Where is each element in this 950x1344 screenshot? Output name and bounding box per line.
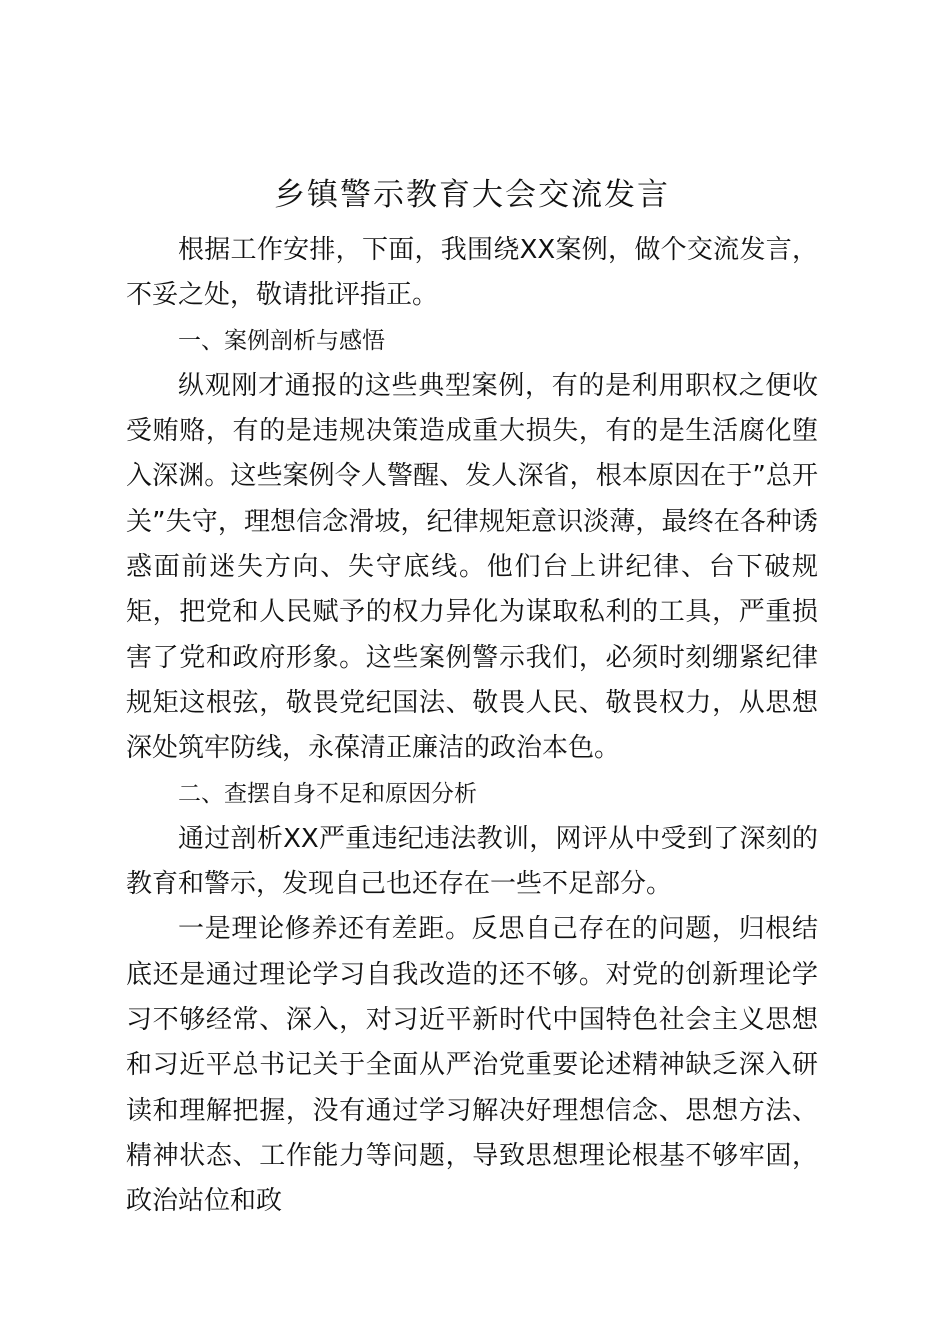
- section-heading-2: 二、查摆自身不足和原因分析: [178, 780, 477, 807]
- document-title: 乡镇警示教育大会交流发言: [274, 177, 670, 213]
- document-page: [126, 162, 818, 1225]
- case-analysis-paragraph: 纵观刚才通报的这些典型案例，有的是利用职权之便收受贿赂，有的是违规决策造成重大损失，有的是生活腐化堕入深渊。这些案例令人警醒、发人深省，根本原因在于”总开关”失守，理想信念滑坡，纪律规矩意识淡薄，最终在各种诱惑面前迷失方向、失守底线。他们台上讲纪律、台下破规矩，把党和人民赋予的权力异化为谋取私利的工具，严重损害了党和政府形象。这些案例警示我们，必须时刻绷紧纪律规矩这根弦，敬畏党纪国法、敬畏人民、敬畏权力，从思想深处筑牢防线，永葆清正廉洁的政治本色。: [126, 370, 818, 764]
- theory-gap-paragraph: 一是理论修养还有差距。反思自己存在的问题，归根结底还是通过理论学习自我改造的还不够。对党的创新理论学习不够经常、深入，对习近平新时代中国特色社会主义思想和习近平总书记关于全面从严治党重要论述精神缺乏深入研读和理解把握，没有通过学习解决好理想信念、思想方法、精神状态、工作能力等问题，导致思想理论根基不够牢固，政治站位和政: [126, 914, 818, 1217]
- self-review-paragraph: 通过剖析XX严重违纪违法教训，网评从中受到了深刻的教育和警示，发现自己也还存在一些不足部分。: [126, 823, 818, 900]
- intro-paragraph: 根据工作安排，下面，我围绕XX案例，做个交流发言，不妥之处，敬请批评指正。: [126, 235, 818, 311]
- section-heading-1: 一、案例剖析与感悟: [178, 327, 385, 354]
